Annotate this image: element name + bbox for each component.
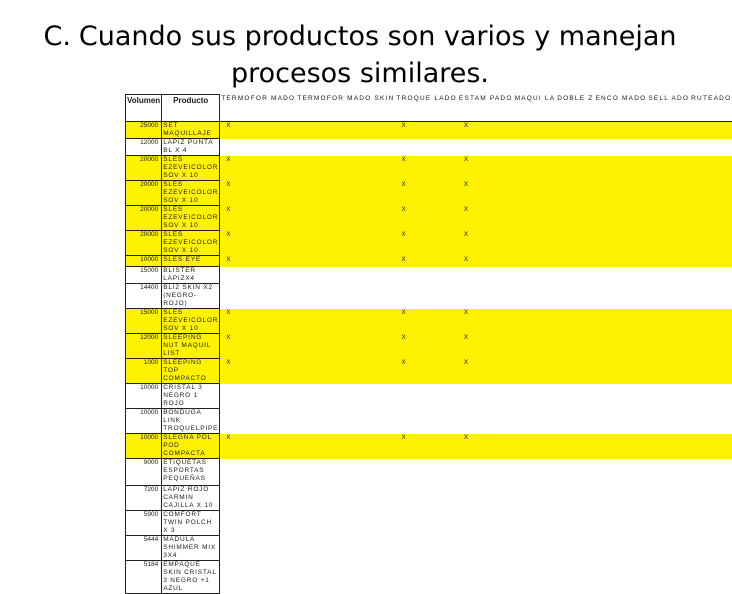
- process-mark-cell: [594, 486, 647, 511]
- process-mark-cell: [395, 486, 458, 511]
- volume-cell: 20000: [126, 206, 162, 231]
- process-mark-cell: [458, 139, 514, 156]
- process-mark-cell: [690, 256, 732, 267]
- process-mark-cell: [594, 359, 647, 384]
- process-mark-cell: [556, 156, 594, 181]
- process-mark-cell: [220, 459, 297, 486]
- volume-cell: 10000: [126, 384, 162, 409]
- volume-cell: 7200: [126, 486, 162, 511]
- process-mark-cell: [514, 309, 557, 334]
- process-mark-cell: [647, 231, 690, 256]
- process-mark-cell: [594, 181, 647, 206]
- process-mark-cell: X: [220, 122, 297, 139]
- process-mark-cell: [647, 156, 690, 181]
- process-mark-cell: [296, 409, 395, 434]
- process-mark-cell: X: [458, 359, 514, 384]
- process-mark-cell: [556, 309, 594, 334]
- header-process: DOBLE Z: [556, 95, 594, 122]
- process-mark-cell: [514, 206, 557, 231]
- volume-cell: 15000: [126, 267, 162, 284]
- process-mark-cell: [594, 256, 647, 267]
- table-row: [126, 511, 732, 536]
- process-mark-cell: [690, 139, 732, 156]
- process-mark-cell: [514, 459, 557, 486]
- process-mark-cell: [556, 511, 594, 536]
- volume-cell: 12000: [126, 139, 162, 156]
- process-mark-cell: [296, 334, 395, 359]
- process-mark-cell: [220, 561, 297, 594]
- process-mark-cell: [514, 384, 557, 409]
- table-row: [126, 267, 732, 284]
- process-mark-cell: X: [395, 334, 458, 359]
- process-mark-cell: X: [458, 122, 514, 139]
- product-cell: BONDUGA LINK TROQUELPIPE: [162, 409, 220, 434]
- process-mark-cell: [690, 536, 732, 561]
- process-mark-cell: [690, 409, 732, 434]
- process-mark-cell: [458, 536, 514, 561]
- process-mark-cell: [594, 384, 647, 409]
- process-mark-cell: X: [395, 206, 458, 231]
- process-mark-cell: X: [220, 309, 297, 334]
- process-mark-cell: [220, 384, 297, 409]
- process-mark-cell: [690, 561, 732, 594]
- process-mark-cell: [556, 256, 594, 267]
- process-mark-cell: [458, 511, 514, 536]
- process-mark-cell: [556, 181, 594, 206]
- volume-cell: 14400: [126, 284, 162, 309]
- product-cell: SLEEPING NUT MAQUIL LIST: [162, 334, 220, 359]
- product-cell: SLES EZEVEICOLOR SOV X 10: [162, 206, 220, 231]
- process-mark-cell: [296, 486, 395, 511]
- header-process: ENCO MADO: [594, 95, 647, 122]
- title-letter: C.: [43, 21, 70, 52]
- process-mark-cell: X: [220, 434, 297, 459]
- table-row: [126, 434, 732, 459]
- process-mark-cell: [556, 486, 594, 511]
- process-mark-cell: X: [220, 359, 297, 384]
- header-process: TROQUE LADO: [395, 95, 458, 122]
- process-mark-cell: [556, 459, 594, 486]
- process-mark-cell: X: [458, 156, 514, 181]
- process-mark-cell: [220, 536, 297, 561]
- header-process: SELL ADO: [647, 95, 690, 122]
- table-row: [126, 181, 732, 206]
- process-mark-cell: [514, 267, 557, 284]
- process-mark-cell: [647, 561, 690, 594]
- process-mark-cell: [556, 359, 594, 384]
- table-row: [126, 122, 732, 139]
- process-mark-cell: [395, 409, 458, 434]
- process-mark-cell: [395, 536, 458, 561]
- process-mark-cell: [296, 284, 395, 309]
- process-mark-cell: [556, 122, 594, 139]
- process-mark-cell: [296, 459, 395, 486]
- process-mark-cell: [647, 139, 690, 156]
- volume-cell: 1000: [126, 359, 162, 384]
- process-mark-cell: [690, 384, 732, 409]
- process-mark-cell: [556, 384, 594, 409]
- process-mark-cell: [296, 309, 395, 334]
- process-mark-cell: [458, 459, 514, 486]
- volume-cell: 10000: [126, 409, 162, 434]
- product-cell: SLES EZEVEICOLOR SOV X 10: [162, 231, 220, 256]
- process-mark-cell: [647, 536, 690, 561]
- process-mark-cell: [556, 536, 594, 561]
- process-table: [125, 94, 732, 594]
- table-row: [126, 139, 732, 156]
- process-mark-cell: [594, 206, 647, 231]
- process-mark-cell: [647, 384, 690, 409]
- process-mark-cell: [296, 139, 395, 156]
- process-mark-cell: X: [395, 156, 458, 181]
- process-mark-cell: [594, 459, 647, 486]
- process-mark-cell: X: [395, 231, 458, 256]
- process-mark-cell: [514, 181, 557, 206]
- product-cell: SLEGNA POL POD COMPACTA: [162, 434, 220, 459]
- process-mark-cell: [514, 231, 557, 256]
- process-mark-cell: [690, 309, 732, 334]
- process-mark-cell: [690, 267, 732, 284]
- process-mark-cell: [647, 309, 690, 334]
- process-mark-cell: [690, 434, 732, 459]
- process-mark-cell: [690, 231, 732, 256]
- process-mark-cell: [556, 334, 594, 359]
- process-mark-cell: [690, 459, 732, 486]
- process-mark-cell: [690, 206, 732, 231]
- process-mark-cell: [458, 384, 514, 409]
- process-mark-cell: X: [458, 256, 514, 267]
- process-mark-cell: [395, 459, 458, 486]
- volume-cell: 12000: [126, 334, 162, 359]
- product-cell: SLES EZEVEICOLOR SOV X 10: [162, 181, 220, 206]
- process-mark-cell: [690, 181, 732, 206]
- process-mark-cell: [296, 434, 395, 459]
- process-mark-cell: [220, 486, 297, 511]
- process-mark-cell: [647, 206, 690, 231]
- process-mark-cell: [647, 284, 690, 309]
- table-row: [126, 206, 732, 231]
- table-row: [126, 256, 732, 267]
- process-mark-cell: [395, 267, 458, 284]
- process-mark-cell: X: [395, 181, 458, 206]
- process-mark-cell: [296, 156, 395, 181]
- table-row: [126, 359, 732, 384]
- header-process: TERMOFOR MADO: [220, 95, 297, 122]
- process-mark-cell: [395, 139, 458, 156]
- process-mark-cell: [296, 231, 395, 256]
- process-mark-cell: [296, 206, 395, 231]
- process-mark-cell: [647, 334, 690, 359]
- process-mark-cell: [514, 139, 557, 156]
- process-mark-cell: X: [220, 156, 297, 181]
- header-process: RUTEADO: [690, 95, 732, 122]
- process-mark-cell: [514, 409, 557, 434]
- process-mark-cell: [647, 267, 690, 284]
- product-cell: MADULA SHIMMER MIX 3X4: [162, 536, 220, 561]
- volume-cell: 25000: [126, 122, 162, 139]
- process-mark-cell: [594, 284, 647, 309]
- process-mark-cell: [647, 511, 690, 536]
- process-mark-cell: [514, 156, 557, 181]
- header-volumen: Volumen: [126, 95, 162, 122]
- table-row: [126, 486, 732, 511]
- process-mark-cell: [514, 284, 557, 309]
- volume-cell: 20000: [126, 231, 162, 256]
- process-mark-cell: [296, 359, 395, 384]
- process-mark-cell: [556, 267, 594, 284]
- process-mark-cell: X: [395, 122, 458, 139]
- volume-cell: 9000: [126, 459, 162, 486]
- process-mark-cell: [647, 409, 690, 434]
- volume-cell: 5900: [126, 511, 162, 536]
- volume-cell: 5444: [126, 536, 162, 561]
- volume-cell: 10000: [126, 434, 162, 459]
- process-mark-cell: [647, 359, 690, 384]
- process-mark-cell: X: [220, 231, 297, 256]
- process-mark-cell: [594, 122, 647, 139]
- process-mark-cell: X: [458, 434, 514, 459]
- process-mark-cell: [594, 139, 647, 156]
- process-mark-cell: [594, 561, 647, 594]
- product-cell: BLI2 SKIN X2 (NEGRO-ROJO): [162, 284, 220, 309]
- table-row: [126, 284, 732, 309]
- process-mark-cell: [458, 267, 514, 284]
- process-mark-cell: [594, 267, 647, 284]
- product-cell: SLES EZEVEICOLOR SOV X 10: [162, 156, 220, 181]
- process-mark-cell: [296, 122, 395, 139]
- product-cell: ETIQUETAS ESPORTAS PEQUEÑAS: [162, 459, 220, 486]
- product-cell: SLES EYE: [162, 256, 220, 267]
- process-mark-cell: [458, 561, 514, 594]
- process-mark-cell: [296, 536, 395, 561]
- process-mark-cell: [514, 256, 557, 267]
- process-mark-cell: X: [220, 206, 297, 231]
- process-mark-cell: [458, 486, 514, 511]
- process-mark-cell: [296, 511, 395, 536]
- table-row: [126, 309, 732, 334]
- process-mark-cell: [594, 434, 647, 459]
- table-row: [126, 536, 732, 561]
- slide-title: [0, 18, 720, 92]
- product-cell: COMFORT TWIN POLCH X 3: [162, 511, 220, 536]
- process-mark-cell: [594, 309, 647, 334]
- process-mark-cell: [594, 231, 647, 256]
- process-mark-cell: X: [458, 206, 514, 231]
- process-mark-cell: [556, 409, 594, 434]
- product-cell: LAPIZ PUNTA BL X 4: [162, 139, 220, 156]
- product-cell: CRISTAL 3 NEGRO 1 ROJO: [162, 384, 220, 409]
- header-process: MAQUI LA: [514, 95, 557, 122]
- table-row: [126, 231, 732, 256]
- process-mark-cell: [594, 409, 647, 434]
- process-mark-cell: X: [458, 231, 514, 256]
- process-mark-cell: [514, 434, 557, 459]
- process-mark-cell: [220, 139, 297, 156]
- process-mark-cell: [594, 536, 647, 561]
- process-mark-cell: [556, 561, 594, 594]
- process-mark-cell: [556, 284, 594, 309]
- product-cell: BLISTER LAPIZX4: [162, 267, 220, 284]
- process-mark-cell: [514, 536, 557, 561]
- process-mark-cell: [647, 459, 690, 486]
- table-row: [126, 561, 732, 594]
- process-mark-cell: [690, 284, 732, 309]
- volume-cell: 20000: [126, 156, 162, 181]
- process-mark-cell: [690, 156, 732, 181]
- process-mark-cell: [514, 486, 557, 511]
- volume-cell: 10000: [126, 256, 162, 267]
- process-mark-cell: [395, 384, 458, 409]
- process-mark-cell: [514, 359, 557, 384]
- table-row: [126, 384, 732, 409]
- process-mark-cell: [647, 122, 690, 139]
- process-mark-cell: [647, 486, 690, 511]
- process-mark-cell: [647, 256, 690, 267]
- process-mark-cell: [220, 284, 297, 309]
- process-mark-cell: [514, 334, 557, 359]
- title-line-1: Cuando sus productos son varios y manejan: [79, 21, 677, 52]
- process-mark-cell: X: [395, 256, 458, 267]
- process-mark-cell: [647, 181, 690, 206]
- process-mark-cell: [296, 181, 395, 206]
- process-mark-cell: X: [220, 181, 297, 206]
- process-mark-cell: [594, 511, 647, 536]
- product-cell: LAPIZ ROJO CARMIN CAJILLA X 10: [162, 486, 220, 511]
- process-mark-cell: X: [395, 434, 458, 459]
- process-mark-cell: X: [395, 309, 458, 334]
- process-mark-cell: [556, 434, 594, 459]
- header-process: ESTAM PADO: [458, 95, 514, 122]
- volume-cell: 5184: [126, 561, 162, 594]
- process-mark-cell: [220, 409, 297, 434]
- process-mark-cell: [594, 334, 647, 359]
- product-cell: SLES EZEVEICOLOR SOV X 10: [162, 309, 220, 334]
- process-mark-cell: [220, 267, 297, 284]
- product-cell: SET MAQUILLAJE: [162, 122, 220, 139]
- process-mark-cell: [395, 511, 458, 536]
- table-row: [126, 459, 732, 486]
- process-mark-cell: [556, 231, 594, 256]
- process-mark-cell: [296, 384, 395, 409]
- process-mark-cell: [395, 284, 458, 309]
- process-mark-cell: [690, 334, 732, 359]
- volume-cell: 20000: [126, 181, 162, 206]
- process-mark-cell: [458, 284, 514, 309]
- process-mark-cell: X: [395, 359, 458, 384]
- process-mark-cell: [647, 434, 690, 459]
- table-row: [126, 156, 732, 181]
- process-mark-cell: X: [458, 309, 514, 334]
- title-line-2: procesos similares.: [0, 55, 720, 92]
- process-table-wrapper: [125, 94, 732, 594]
- process-mark-cell: [514, 561, 557, 594]
- process-mark-cell: X: [458, 181, 514, 206]
- process-mark-cell: [296, 267, 395, 284]
- process-mark-cell: X: [220, 256, 297, 267]
- process-mark-cell: [690, 486, 732, 511]
- process-mark-cell: [514, 511, 557, 536]
- table-body: [126, 122, 732, 594]
- volume-cell: 15000: [126, 309, 162, 334]
- process-mark-cell: [594, 156, 647, 181]
- header-process: TERMOFOR MADO SKIN: [296, 95, 395, 122]
- process-mark-cell: [296, 561, 395, 594]
- table-row: [126, 409, 732, 434]
- table-row: [126, 334, 732, 359]
- process-mark-cell: X: [220, 334, 297, 359]
- product-cell: EMPAQUE SKIN CRISTAL 3 NEGRO +1 AZUL: [162, 561, 220, 594]
- process-mark-cell: [296, 256, 395, 267]
- process-mark-cell: [395, 561, 458, 594]
- process-mark-cell: [690, 511, 732, 536]
- process-mark-cell: [220, 511, 297, 536]
- process-mark-cell: [690, 359, 732, 384]
- header-producto: Producto: [162, 95, 220, 122]
- process-mark-cell: [514, 122, 557, 139]
- process-mark-cell: [458, 409, 514, 434]
- process-mark-cell: [556, 206, 594, 231]
- product-cell: SLEEPING TOP COMPACTO: [162, 359, 220, 384]
- process-mark-cell: [556, 139, 594, 156]
- process-mark-cell: X: [458, 334, 514, 359]
- process-mark-cell: [690, 122, 732, 139]
